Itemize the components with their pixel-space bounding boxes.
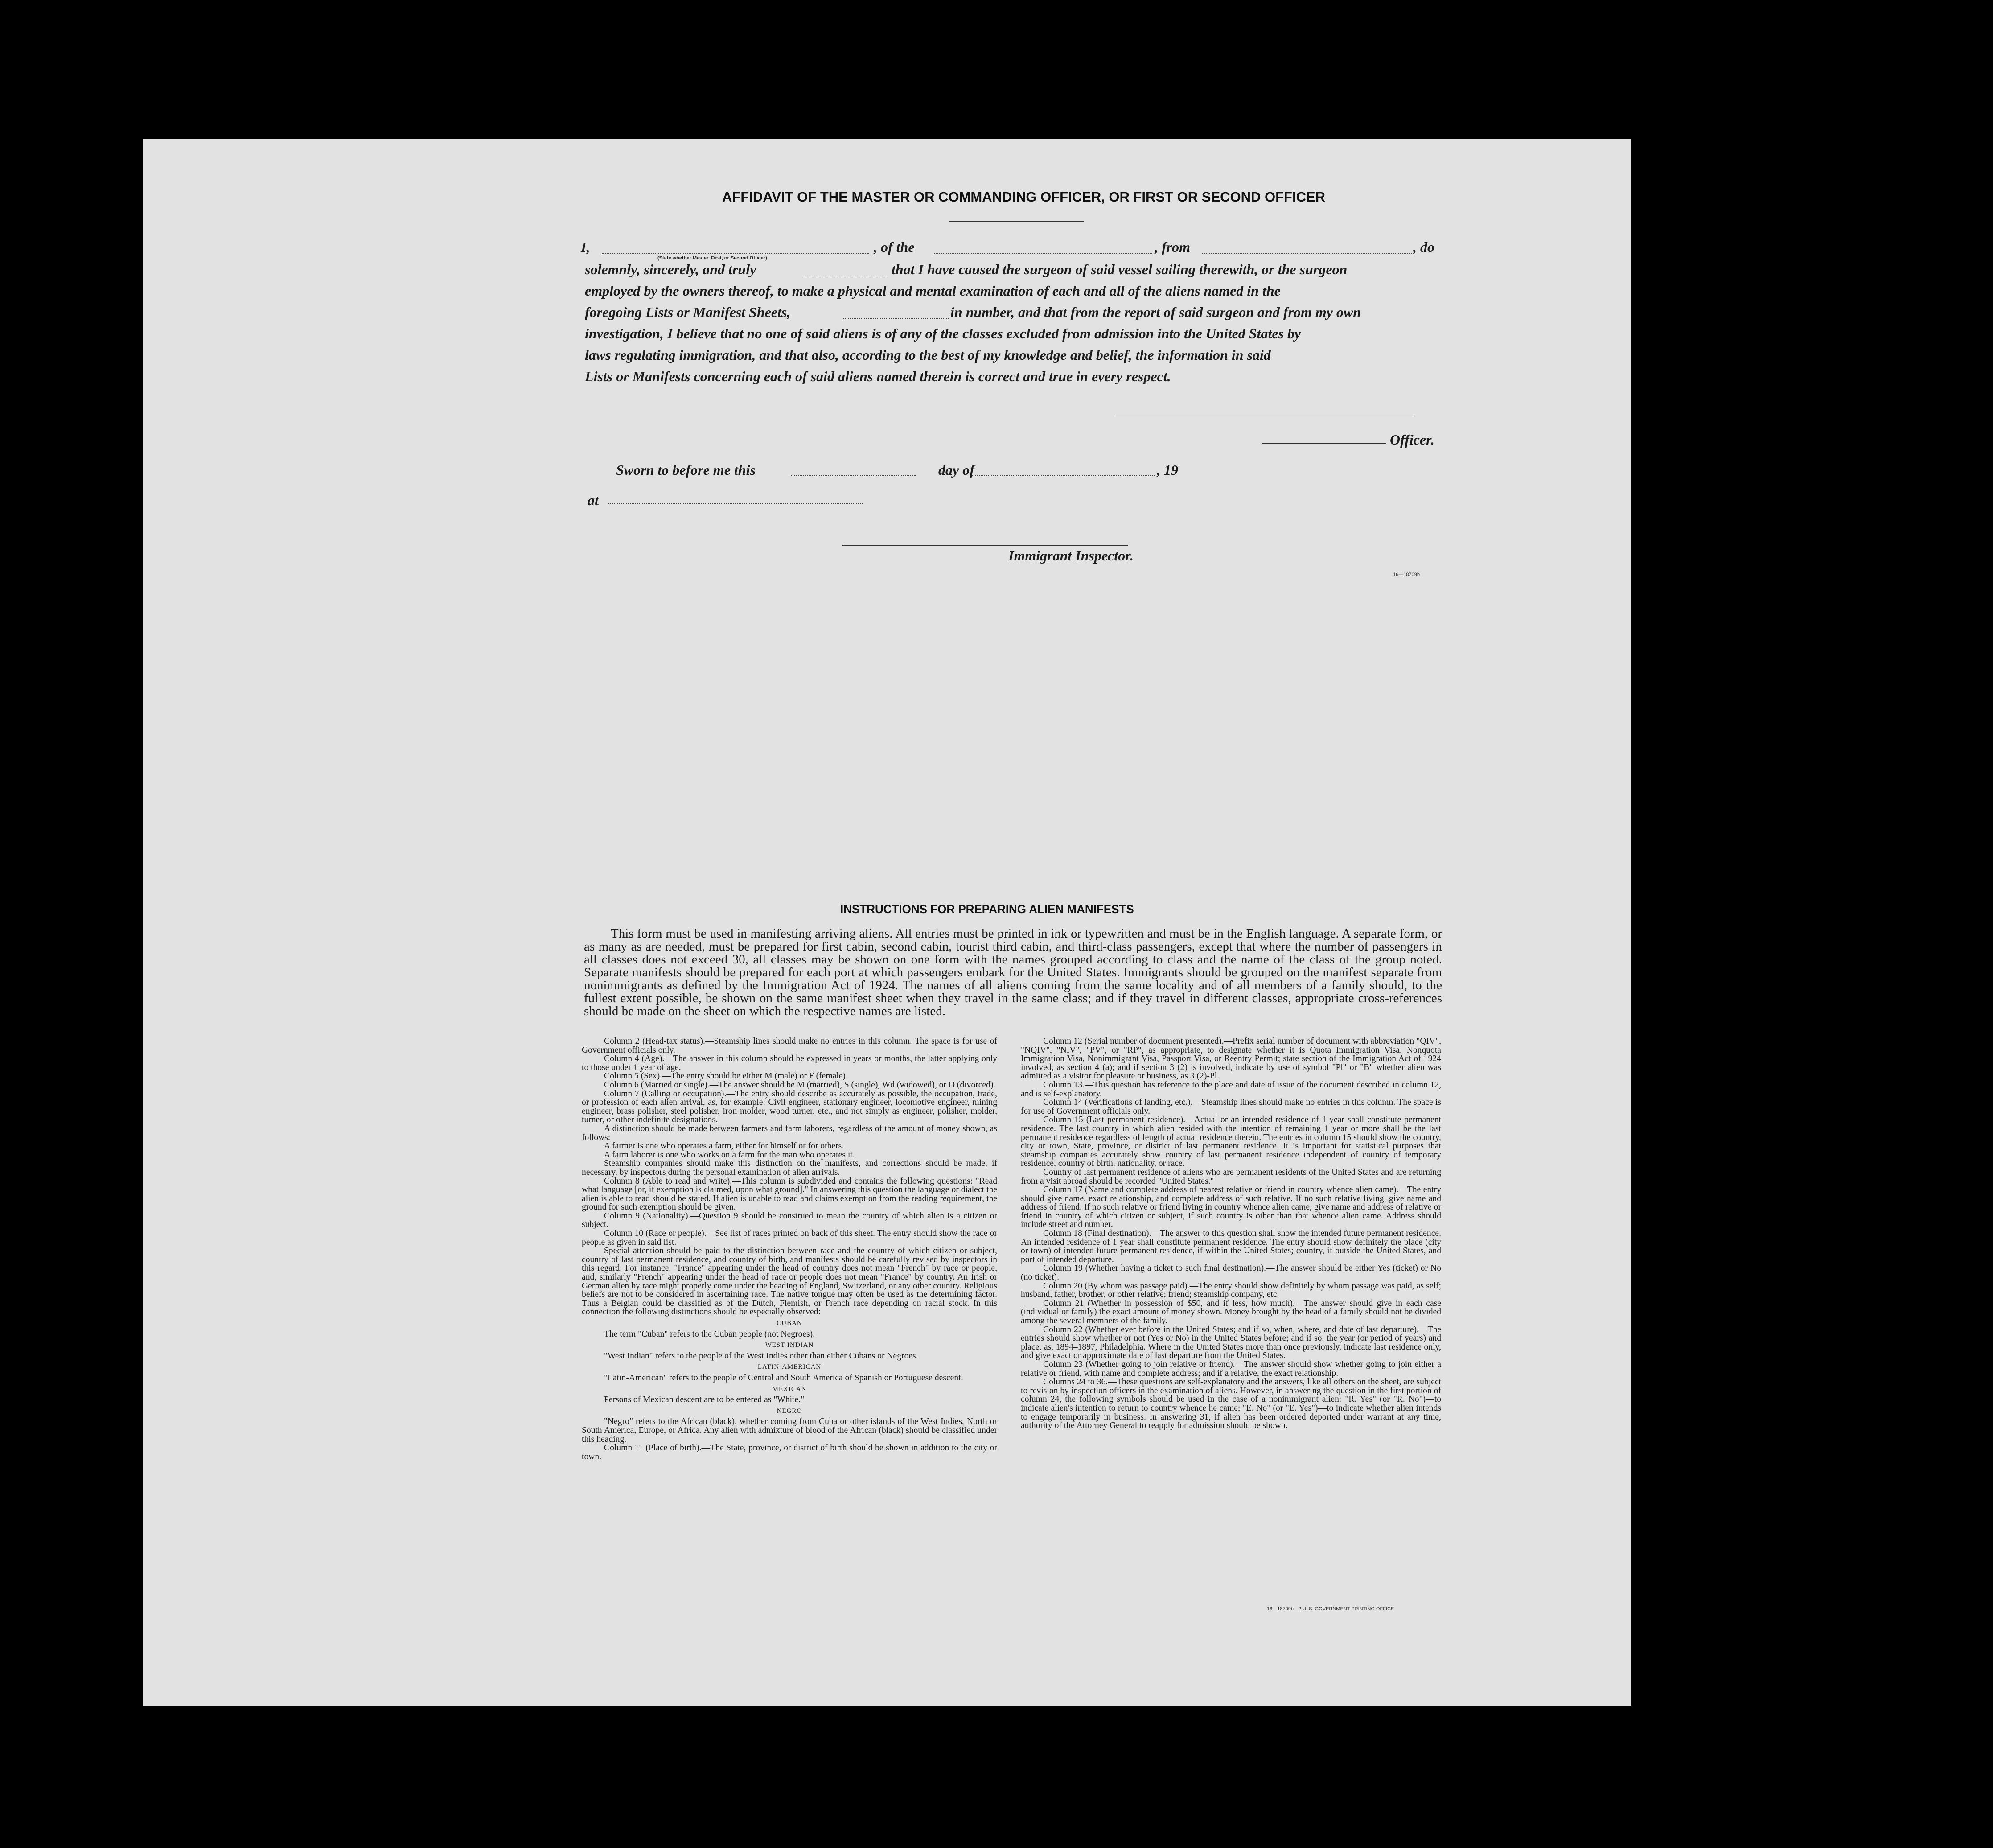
col2-text: Column 2 (Head-tax status).—Steamship lines should make no entries in this column. The space is for use of Government officials only. xyxy=(582,1037,997,1055)
col5-text: Column 5 (Sex).—The entry should be either M (male) or F (female). xyxy=(604,1071,848,1081)
rank-note: (State whether Master, First, or Second Officer) xyxy=(657,255,767,261)
cuban-heading: CUBAN xyxy=(777,1320,802,1327)
officer-label: Officer. xyxy=(1390,432,1434,448)
instructions-right-column xyxy=(1021,1037,1441,1430)
col17-text: Column 17 (Name and complete address of nearest relative or friend in country whence alien came).—The entry should give name, exact relationship, and complete address of such relative. If no such relative living, give name and address of friend. If no such relative or friend living in country whence alien came, give name and address of relative or friend in country of which citizen or subject, if such country is other than that whence alien came. Address should include street and number. xyxy=(1021,1185,1441,1230)
negro-text: "Negro" refers to the African (black), whether coming from Cuba or other islands of the West Indies, North or South America, Europe, or Africa. Any alien with admixture of blood of the African (black) should be classified under this heading. xyxy=(582,1417,997,1444)
aff-line6: laws regulating immigration, and that also, according to the best of my knowledge and belief, the information in said xyxy=(585,347,1271,363)
officer-rank-line[interactable] xyxy=(1262,443,1386,444)
aff-line3: employed by the owners thereof, to make a physical and mental examination of each and all of the aliens named in the xyxy=(585,283,1281,299)
punch-hole xyxy=(1825,1491,1849,1515)
aff-i: I, xyxy=(581,239,590,255)
negro-heading: NEGRO xyxy=(777,1407,802,1415)
col14-text: Column 14 (Verifications of landing, etc.).—Steamship lines should make no entries in this column. The space is for use of Government officials only. xyxy=(1021,1098,1441,1116)
col19-text: Column 19 (Whether having a ticket to such final destination).—The answer should be either Yes (ticket) or No (no ticket). xyxy=(1021,1264,1441,1282)
aff-line2-post: that I have caused the surgeon of said vessel sailing therewith, or the surgeon xyxy=(892,261,1348,277)
punch-hole xyxy=(1823,390,1847,414)
col11-text: Column 11 (Place of birth).—The State, province, or district of birth should be shown in addition to the city or town. xyxy=(582,1443,997,1461)
year-label: , 19 xyxy=(1157,462,1178,478)
col21-text: Column 21 (Whether in possession of $50, and if less, how much).—The answer should give in each case (individual or family) the exact amount of money shown. Money brought by the head of a family should not be divided among the several members of the family. xyxy=(1021,1298,1441,1325)
col13-text: Column 13.—This question has reference to the place and date of issue of the document described in column 12, and is self-explanatory. xyxy=(1021,1080,1441,1099)
farmer-text: A farmer is one who operates a farm, either for himself or for others. xyxy=(604,1141,844,1151)
aff-line2-pre: solemnly, sincerely, and truly xyxy=(585,261,756,277)
mexican-text: Persons of Mexican descent are to be entered as "White." xyxy=(604,1395,805,1405)
instructions-title: INSTRUCTIONS FOR PREPARING ALIEN MANIFESTS xyxy=(840,902,1134,916)
latin-american-text: "Latin-American" refers to the people of Central and South America of Spanish or Portuguese descent. xyxy=(604,1373,963,1383)
col23-text: Column 23 (Whether going to join relative or friend).—The answer should show whether going to join either a relative or friend, with name and complete address; and if a relative, the exact relationship. xyxy=(1021,1359,1441,1378)
affidavit-title: AFFIDAVIT OF THE MASTER OR COMMANDING OFFICER, OR FIRST OR SECOND OFFICER xyxy=(722,189,1326,205)
day-of-label: day of xyxy=(938,462,974,478)
sworn-label: Sworn to before me this xyxy=(616,462,756,478)
mexican-heading: MEXICAN xyxy=(772,1385,807,1393)
col22-text: Column 22 (Whether ever before in the United States; and if so, when, where, and date of last departure).—The entries should show whether or not (Yes or No) in the United States before; and if so, the year (or period of years) and place, as, 1894–1897, Philadelphia. Where in the United States more than once previously, indicate last residence only, and give exact or approximate date of last departure from the United States. xyxy=(1021,1325,1441,1361)
col8-text: Column 8 (Able to read and write).—This column is subdivided and contains the following questions: "Read what language [or, if exemption is claimed, upon what ground]." In answering this question the language or dialect the alien is able to read should be stated. If alien is unable to read and claims exemption from the reading requirement, the ground for such exemption should be given. xyxy=(582,1176,997,1212)
latin-american-heading: LATIN-AMERICAN xyxy=(757,1363,822,1371)
sworn-month-field[interactable] xyxy=(972,475,1155,476)
sheets-count-field[interactable] xyxy=(842,318,949,319)
title-underline xyxy=(949,221,1084,222)
col24-36-text: Columns 24 to 36.—These questions are self-explanatory and the answers, like all others on the sheet, are subject to revision by inspection officers in the examination of aliens. However, in answering the question in the first portion of column 24, the following symbols should be used in the case of a nonimmigrant alien: "R. Yes" (or "R. No")—to indicate alien's intention to return to country whence he came; "E. No" (or "E. Yes")—to indicate whether alien intends to engage temporarily in business. In answering 31, if alien has been ordered deported under warrant at any time, authority of the Attorney General to reapply for admission should be shown. xyxy=(1021,1377,1441,1431)
punch-hole xyxy=(1844,1121,1868,1145)
col20-text: Column 20 (By whom was passage paid).—The entry should show definitely by whom passage was paid, as self; husband, father, brother, or other relative; friend; steamship company, etc. xyxy=(1021,1281,1441,1300)
special-text: Special attention should be paid to the distinction between race and the country of which citizen or subject, country of last permanent residence, and country of birth, and manifests should be carefully revised by inspectors in this regard. For instance, "France" appearing under the head of country does not mean "French" by race or people, and, similarly "French" appearing under the head of race or people does not mean "France" by country. An Irish or German alien by race might properly come under the heading of England, Switzerland, or any other country. Religious beliefs are not to be considered in ascertaining race. The native tongue may often be used as the determining factor. Thus a Belgian could be classified as of the Dutch, Flemish, or French race depending on racial stock. In this connection the following distinctions should be especially observed: xyxy=(582,1246,997,1317)
aff-line5: investigation, I believe that no one of said aliens is of any of the classes excluded from admission into the United States by xyxy=(585,325,1301,342)
punch-hole xyxy=(1823,615,1847,639)
aff-line4-pre: foregoing Lists or Manifest Sheets, xyxy=(585,304,791,320)
printing-office-footer: 16—18709b—2 U. S. GOVERNMENT PRINTING OFFICE xyxy=(1267,1606,1394,1612)
vessel-field[interactable] xyxy=(934,253,1152,254)
steamship-text: Steamship companies should make this distinction on the manifests, and corrections should be made, if necessary, by inspectors during the personal examination of alien arrivals. xyxy=(582,1159,997,1177)
col10-text: Column 10 (Race or people).—See list of races printed on back of this sheet. The entry should show the race or people as given in said list. xyxy=(582,1229,997,1247)
col12-text: Column 12 (Serial number of document presented).—Prefix serial number of document with abbreviation "QIV", "NQIV", "NIV", "PV", or "RP", as appropriate, to designate whether it is Quota Immigration Visa, Nonquota Immigration Visa, Nonimmigrant Visa, Passport Visa, or Reentry Permit; state section of the Immigration Act of 1924 involved, as section 4 (a); and if section 3 (2) is involved, indicate by use of symbol "Pl" or "B" whether alien was admitted as a visitor for pleasure or business, as 3 (2)-Pl. xyxy=(1021,1037,1441,1081)
punch-hole xyxy=(1823,312,1847,336)
port-field[interactable] xyxy=(1202,253,1412,254)
west-indian-text: "West Indian" refers to the people of the West Indies other than either Cubans or Negroes. xyxy=(604,1351,918,1361)
aff-line4-post: in number, and that from the report of said surgeon and from my own xyxy=(950,304,1361,320)
aff-of-the: , of the xyxy=(874,239,915,255)
punch-hole xyxy=(1823,691,1847,715)
form-number: 16—18709b xyxy=(1393,572,1420,577)
col18-text: Column 18 (Final destination).—The answer to this question shall show the intended future permanent residence. An intended residence of 1 year shall constitute permanent residence. The entry should show definitely the place (city or town) of intended future permanent residence, if within the United States; country, if outside the United States, and port of intended departure. xyxy=(1021,1229,1441,1264)
punch-hole xyxy=(1844,1197,1868,1221)
inspector-label: Immigrant Inspector. xyxy=(1008,547,1134,564)
col7-text: Column 7 (Calling or occupation).—The entry should describe as accurately as possible, the occupation, trade, or profession of each alien arrival, as, for example: Civil engineer, stationary engineer, locomotive engineer, mining engineer, brass polisher, steel polisher, iron molder, wood turner, etc., and not simply as engineer, polisher, molder, turner, or other indefinite designations. xyxy=(582,1089,997,1125)
col15-text: Column 15 (Last permanent residence).—Actual or an intended residence of 1 year shall constitute permanent residence. The last country in which alien resided with the intention of remaining 1 year or more shall be the last permanent residence regardless of length of actual residence therein. The entries in column 15 should show the country, city or town, State, province, or district of last permanent residence. It is important for statistical purposes that steamship companies accurately show country of last permanent residence independent of country of temporary residence, country of birth, nationality, or race. xyxy=(1021,1115,1441,1169)
col6-text: Column 6 (Married or single).—The answer should be M (married), S (single), Wd (widowed), or D (divorced). xyxy=(604,1080,996,1090)
punch-hole xyxy=(1844,695,1868,719)
punch-hole xyxy=(1825,1418,1849,1442)
officer-rank-field[interactable] xyxy=(602,253,869,254)
col4-text: Column 4 (Age).—The answer in this column should be expressed in years or months, the latter applying only to those under 1 year of age. xyxy=(582,1054,997,1072)
at-label: at xyxy=(588,492,599,508)
punch-hole xyxy=(1844,619,1868,643)
instructions-left-column xyxy=(582,1037,997,1461)
sworn-day-field[interactable] xyxy=(791,475,916,476)
laborer-text: A farm laborer is one who works on a farm for the man who operates it. xyxy=(604,1150,855,1160)
aff-line7: Lists or Manifests concerning each of said aliens named therein is correct and true in every respect. xyxy=(585,368,1171,384)
col9-text: Column 9 (Nationality).—Question 9 should be construed to mean the country of which alien is a citizen or subject. xyxy=(582,1211,997,1230)
cuban-text: The term "Cuban" refers to the Cuban people (not Negroes). xyxy=(604,1329,815,1339)
west-indian-heading: WEST INDIAN xyxy=(765,1342,814,1349)
punch-hole xyxy=(1844,403,1868,428)
col7b-text: A distinction should be made between farmers and farm laborers, regardless of the amount of money shown, as follows: xyxy=(582,1124,997,1142)
sworn-place-field[interactable] xyxy=(608,503,863,504)
instructions-intro: This form must be used in manifesting arriving aliens. All entries must be printed in ink or typewritten and must be in the English language. A separate form, or as many as are needed, must be prepared for first cabin, second cabin, tourist third cabin, and third-class passengers, except that where the number of passengers in all classes does not exceed 30, all classes may be shown on one form with the names grouped according to class and the name of the class of the group noted. Separate manifests should be prepared for each port at which passengers embark for the United States. Immigrants should be grouped on the manifest separate from nonimmigrants as defined by the Immigration Act of 1924. The names of all aliens coming from the same locality and of all members of a family should, to the fullest extent possible, be shown on the same manifest sheet when they travel in the same class; and if they travel in different classes, appropriate cross-references should be made on the sheet on which the respective names are listed. xyxy=(584,926,1442,1018)
aff-do: , do xyxy=(1413,239,1434,255)
col15b-text: Country of last permanent residence of aliens who are permanent residents of the United States and are returning from a visit abroad should be recorded "United States." xyxy=(1021,1167,1441,1186)
aff-from: , from xyxy=(1155,239,1190,255)
punch-hole xyxy=(1844,328,1868,352)
